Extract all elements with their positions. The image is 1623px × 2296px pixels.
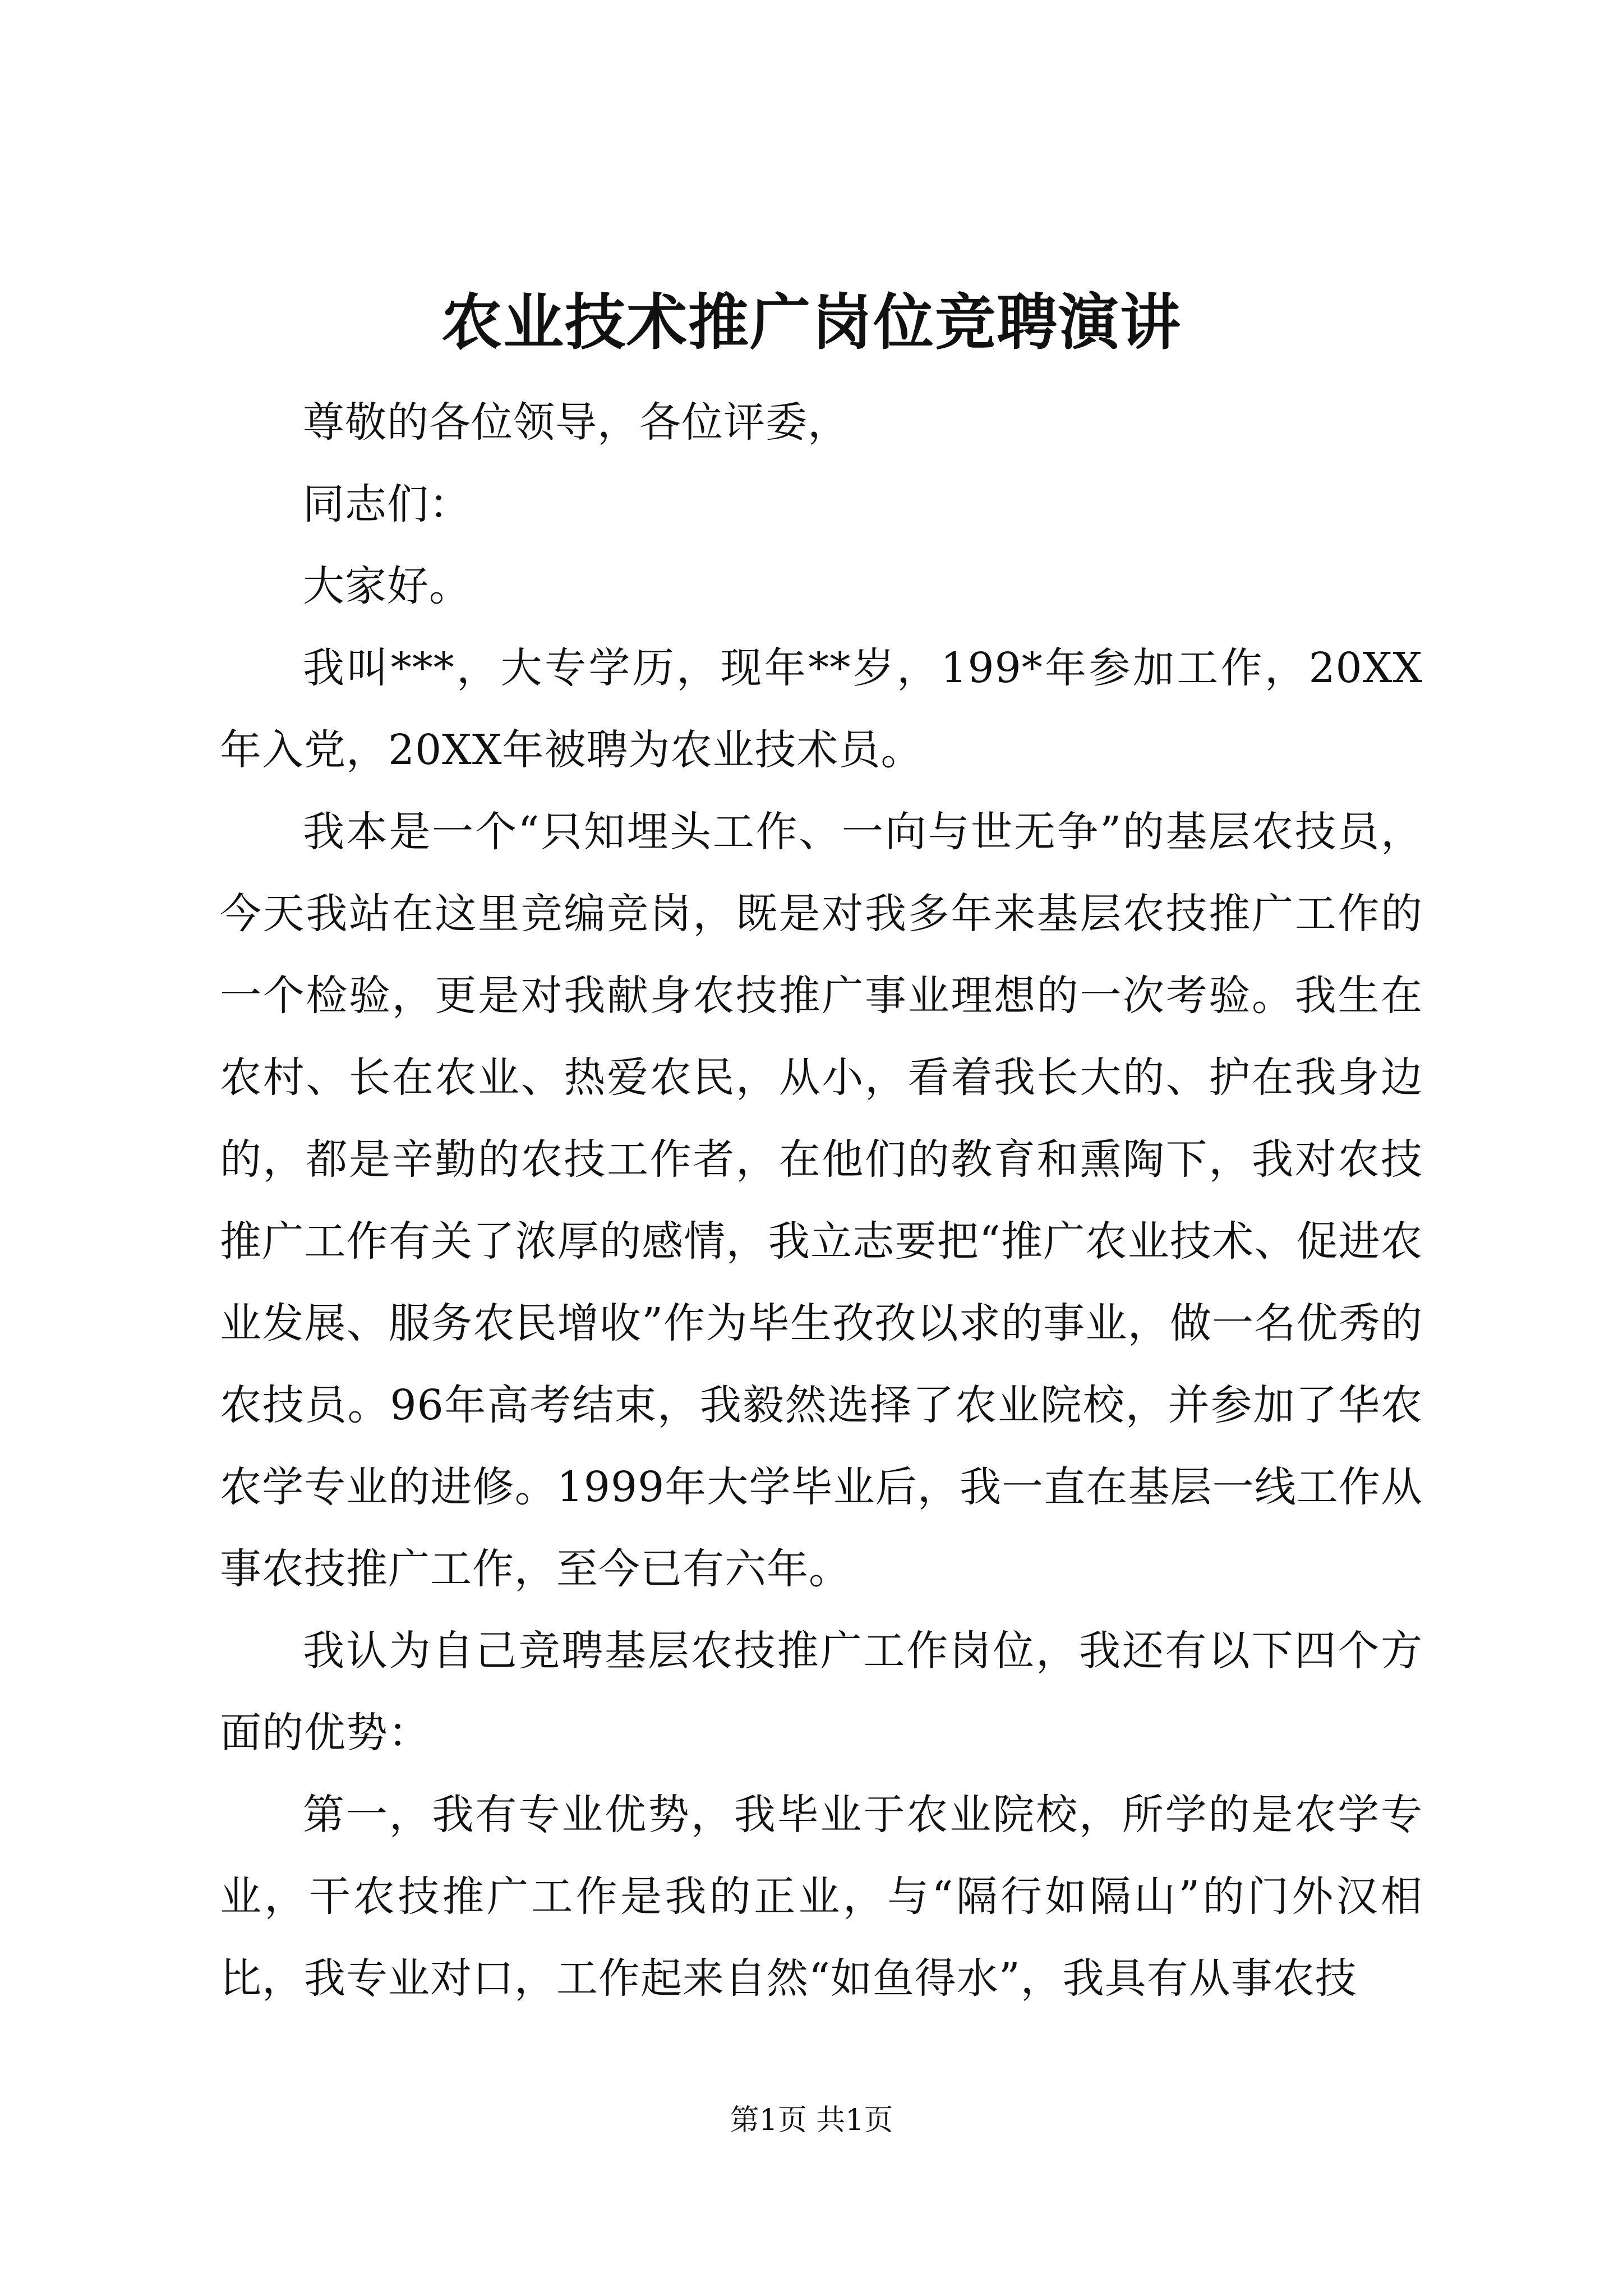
paragraph-first-advantage: 第一，我有专业优势，我毕业于农业院校，所学的是农学专业，干农技推广工作是我的正业，与“隔行如隔山”的门外汉相比，我专业对口，工作起来自然“如鱼得水”，我具有从事农技 [220, 1791, 1423, 2003]
paragraph-advantages-intro: 我认为自己竞聘基层农技推广工作岗位，我还有以下四个方面的优势： [220, 1627, 1423, 1757]
page-footer: 第1页 共1页 [730, 2104, 893, 2137]
paragraph-salutation: 尊敬的各位领导，各位评委， [303, 398, 850, 447]
paragraph-introduction: 我叫***，大专学历，现年**岁，199*年参加工作，20XX年入党，20XX年被聘为农业技术员。 [220, 644, 1423, 774]
paragraph-background: 我本是一个“只知埋头工作、一向与世无争”的基层农技员，今天我站在这里竞编竞岗，既是对我多年来基层农技推广工作的一个检验，更是对我献身农技推广事业理想的一次考验。我生在农村、长在农业、热爱农民，从小，看着我长大的、护在我身边的，都是辛勤的农技工作者，在他们的教育和熏陶下，我对农技推广工作有关了浓厚的感情，我立志要把“推广农业技术、促进农业发展、服务农民增收”作为毕生孜孜以求的事业，做一名优秀的农技员。96年高考结束，我毅然选择了农业院校，并参加了华农农学专业的进修。1999年大学毕业后，我一直在基层一线工作从事农技推广工作，至今已有六年。 [220, 808, 1423, 1593]
paragraph-greeting: 大家好。 [303, 562, 471, 610]
paragraph-comrades: 同志们： [303, 480, 471, 528]
document-title: 农业技术推广岗位竞聘演讲 [441, 287, 1182, 358]
document-body [220, 381, 1423, 2019]
